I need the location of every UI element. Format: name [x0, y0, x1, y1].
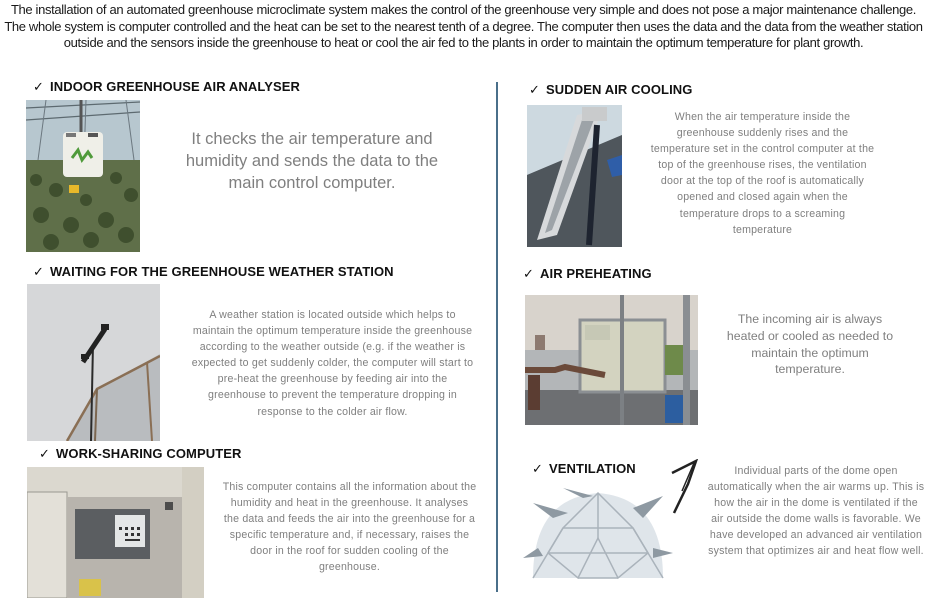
checkmark-icon: ✓: [532, 461, 543, 476]
computer-description: This computer contains all the information about the humidity and heat in the greenhouse. It analyses the data and feeds the air into the greenhouse for a specific temperature and, if necessary, raises the door in the roof for sudden cooling of the greenhouse.: [222, 481, 477, 574]
heading-text: WORK-SHARING COMPUTER: [56, 446, 242, 461]
heading-ventilation: [532, 461, 636, 477]
checkmark-icon: ✓: [33, 79, 44, 94]
arrow-sketch-icon: [668, 459, 702, 515]
air-analyser-description: It checks the air temperature and humidity and sends the data to the main control computer.: [185, 130, 439, 192]
column-divider: [496, 82, 498, 592]
heading-air-preheating: [523, 266, 652, 282]
heading-weather-station: [33, 264, 394, 280]
heading-text: WAITING FOR THE GREENHOUSE WEATHER STATION: [50, 264, 394, 279]
heading-text: AIR PREHEATING: [540, 266, 652, 281]
control-computer-photo: [27, 467, 204, 598]
checkmark-icon: ✓: [33, 264, 44, 279]
roof-vent-opener-photo: [527, 105, 622, 247]
geodesic-dome-illustration: [523, 478, 673, 596]
air-heating-unit-photo: [525, 295, 698, 425]
heading-text: VENTILATION: [549, 461, 636, 476]
air-analyser-photo: [26, 100, 140, 252]
heading-text: INDOOR GREENHOUSE AIR ANALYSER: [50, 79, 301, 94]
weather-station-photo: [27, 284, 160, 441]
heading-text: SUDDEN AIR COOLING: [546, 82, 693, 97]
heading-computer: [39, 446, 242, 462]
air-preheating-description: The incoming air is always heated or cooled as needed to maintain the optimum temperature.: [726, 312, 894, 377]
heading-air-analyser: [33, 79, 300, 95]
heading-air-cooling: [529, 82, 693, 98]
air-cooling-description: When the air temperature inside the greenhouse suddenly rises and the temperature set in the control computer at the top of the greenhouse rises, the ventilation door at the top of the roof is automatically opened and closed again when the temperature drops to a screaming temperature: [650, 111, 875, 236]
checkmark-icon: ✓: [529, 82, 540, 97]
intro-paragraph: The installation of an automated greenhouse microclimate system makes the control of the greenhouse very simple and does not pose a major maintenance challenge. The whole system is computer controlled and the heat can be set to the nearest tenth of a degree. The computer then uses the data and the data from the weather station outside and the sensors inside the greenhouse to heat or cool the air fed to the plants in order to maintain the optimum temperature for plant growth.: [4, 2, 923, 50]
checkmark-icon: ✓: [39, 446, 50, 461]
ventilation-description: Individual parts of the dome open automatically when the air warms up. This is how the air in the dome is ventilated if the air outside the dome walls is favorable. We have developed an advanced air ventilation system that optimizes air and heat flow well.: [707, 465, 925, 558]
weather-station-description: A weather station is located outside which helps to maintain the optimum temperature inside the greenhouse according to the weather outside (e.g. if the weather is expected to get suddenly colder, the computer will start to pre-heat the greenhouse by feeding air into the greenhouse to prevent the temperature dropping in response to the colder air flow.: [191, 309, 474, 418]
checkmark-icon: ✓: [523, 266, 534, 281]
